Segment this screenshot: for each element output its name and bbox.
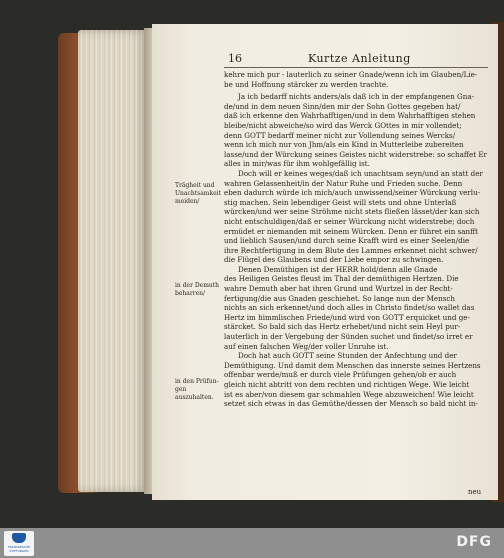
funder-logo: DFG <box>456 534 492 550</box>
text-line: wahre Demuth aber hat ihren Grund und Wurtzel in der Recht- <box>224 284 453 294</box>
catchword: neu <box>468 488 482 496</box>
text-line: offenbar werde/muß er durch viele Prüfungen gehen/ob er auch <box>224 370 457 380</box>
text-line: die Flügel des Glaubens und der Liebe empor zu schwingen. <box>224 255 444 265</box>
body-text <box>224 70 488 409</box>
text-line: be und Hoffnung stärcker zu werden trachte. <box>224 79 389 89</box>
margin-note: Trägheit und Unachtsamkeit meiden/ <box>175 182 221 205</box>
text-line: und lieblich Sausen/und durch seine Krafft wird es einer Seelen/die <box>224 236 470 246</box>
text-line: ermüdet er niemanden mit seinem Würcken. Denn er führet ein sanfft <box>224 226 479 236</box>
text-line: de/und in dem neuen Sinn/den mir der Sohn Gottes gegeben hat/ <box>224 101 461 111</box>
text-line: wahren Gelassenheit/in der Natur Ruhe und Frieden suche. Denn <box>224 178 463 188</box>
page-number: 16 <box>228 52 242 65</box>
header-rule <box>224 67 488 68</box>
text-line: gleich nicht abtritt von dem rechten und richtigen Wege. Wie leicht <box>224 380 470 389</box>
book-page <box>152 24 498 500</box>
running-head: Kurtze Anleitung <box>308 52 411 65</box>
text-line: fertigung/die aus Gnaden geschiehet. So lange nun der Mensch <box>224 293 455 303</box>
text-line: eben dadurch würde ich mich/auch unwissend/seiner Würckung verlu- <box>224 188 481 198</box>
text-line: daß ich erkenne den Wahrhafftigen/und in dem Wahrhafftigen stehen <box>224 111 476 121</box>
text-line: alles in mir/was für ihm wohlgefällig ist. <box>224 159 370 169</box>
text-line: ist es aber/von diesem gar schmahlen Wege abzuweichen! Wie leicht <box>224 389 474 399</box>
text-line: auf einen falschen Weg/der voller Unruhe ist. <box>224 341 389 351</box>
text-line: lasse/und der Würckung seines Geistes nicht widerstrebe: so schaffet Er <box>224 149 487 159</box>
text-line: Doch will er keines weges/daß ich unachtsam seyn/und an statt der <box>238 168 483 178</box>
text-line: des Heiligen Geistes fleust im Thal der demüthigen Hertzen. Die <box>224 274 459 284</box>
library-logo-icon <box>12 533 26 543</box>
text-line: würcken/und wer seine Ströhme nicht stets fließen lässet/der kan sich <box>224 207 480 217</box>
text-line: Denen Demüthigen ist der HERR hold/denn alle Gnade <box>238 264 438 274</box>
text-line: Ja ich bedarff nichts anders/als daß ich in der empfangenen Gna- <box>238 92 475 102</box>
viewer-footer-bar <box>0 528 504 558</box>
text-line: bleibe/nicht abweiche/so wird das Werck GOttes in mir vollendet; <box>224 120 462 130</box>
text-line: stig machen. Sein lebendiger Geist will stets und ohne Unterlaß <box>224 197 457 207</box>
text-line: Hertz im himmlischen Friede/und wird von GOTT erquicket und ge- <box>224 312 470 322</box>
text-line: Doch hat auch GOTT seine Stunden der Anfechtung und der <box>238 351 457 361</box>
text-line: denn GOTT bedarff meiner nicht zur Vollendung seines Wercks/ <box>224 130 456 140</box>
text-line: wenn ich mich nur von Jhm/als ein Kind in Mutterleibe zubereiten <box>224 140 464 150</box>
text-line: nichts an sich erkennet/und doch alles in Christo findet/so wallet das <box>224 303 475 313</box>
margin-note: in den Prüfun- gen auszuhalten. <box>175 378 219 401</box>
text-line: ihre Rechtfertigung in dem Blute des Lammes erkennet nicht schwer/ <box>224 245 478 255</box>
text-line: nicht entschuldigen/daß er seiner Würckung nicht widerstrebe; doch <box>224 216 475 226</box>
text-line: kehre mich pur - lauterlich zu seiner Gnade/wenn ich im Glauben/Lie- <box>224 70 478 79</box>
text-line: setzet sich etwas in das Gemüthe/dessen der Mensch so bald nicht in- <box>224 399 478 409</box>
text-line: lauterlich in der Vergebung der Sünden suchet und findet/so irret er <box>224 332 473 342</box>
text-line: stärcket. So bald sich das Hertz erhebet/und nicht sein Heyl pur- <box>224 322 461 332</box>
text-line: Demüthigung. Und damit dem Menschen das innerste seines Hertzens <box>224 360 481 370</box>
margin-note: in der Demuth beharren/ <box>175 282 220 297</box>
page-edges <box>78 30 148 492</box>
library-logo-text: FRANCKESCHE STIFTUNGEN <box>7 545 31 553</box>
